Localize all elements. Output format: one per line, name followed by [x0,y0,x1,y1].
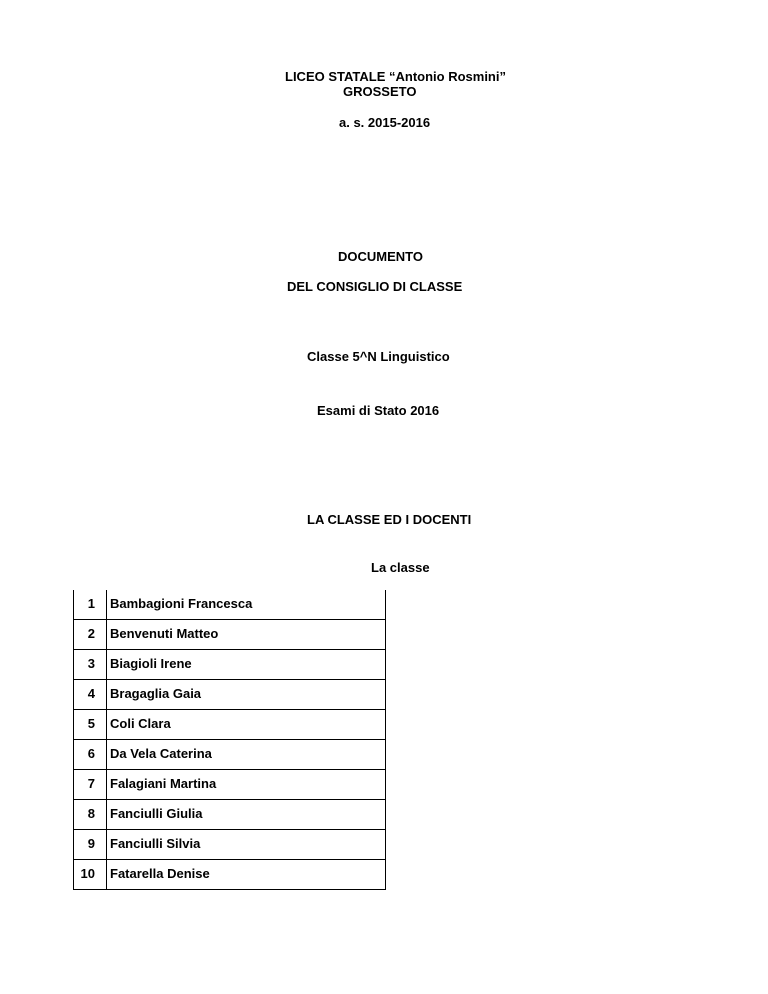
student-number: 10 [74,860,107,889]
student-name: Da Vela Caterina [110,746,212,761]
table-row [74,680,385,710]
student-number: 3 [74,650,107,679]
student-number: 7 [74,770,107,799]
student-number: 8 [74,800,107,829]
student-number: 9 [74,830,107,859]
table-row [74,800,385,830]
section-subheading: La classe [371,560,430,575]
table-row [74,860,385,889]
exam-title: Esami di Stato 2016 [317,403,440,418]
student-name: Coli Clara [110,716,171,731]
student-number: 4 [74,680,107,709]
student-name: Bambagioni Francesca [110,596,253,611]
students-table [73,590,386,890]
class-name: Classe 5^N Linguistico [307,349,450,364]
document-subtitle: DEL CONSIGLIO DI CLASSE [287,279,463,294]
school-year: a. s. 2015-2016 [339,115,431,130]
student-name: Benvenuti Matteo [110,626,219,641]
table-row [74,740,385,770]
table-row [74,620,385,650]
table-row [74,830,385,860]
student-number: 6 [74,740,107,769]
table-row [74,770,385,800]
student-number: 2 [74,620,107,649]
table-row [74,710,385,740]
student-name: Fatarella Denise [110,866,210,881]
student-name: Bragaglia Gaia [110,686,202,701]
school-city: GROSSETO [343,84,417,99]
student-name: Biagioli Irene [110,656,192,671]
section-heading: LA CLASSE ED I DOCENTI [307,512,472,527]
school-name: LICEO STATALE “Antonio Rosmini” [285,69,506,84]
student-name: Fanciulli Giulia [110,806,203,821]
student-number: 5 [74,710,107,739]
table-row [74,590,385,620]
document-title: DOCUMENTO [338,249,423,264]
student-name: Fanciulli Silvia [110,836,201,851]
student-name: Falagiani Martina [110,776,217,791]
table-row [74,650,385,680]
student-number: 1 [74,590,107,619]
